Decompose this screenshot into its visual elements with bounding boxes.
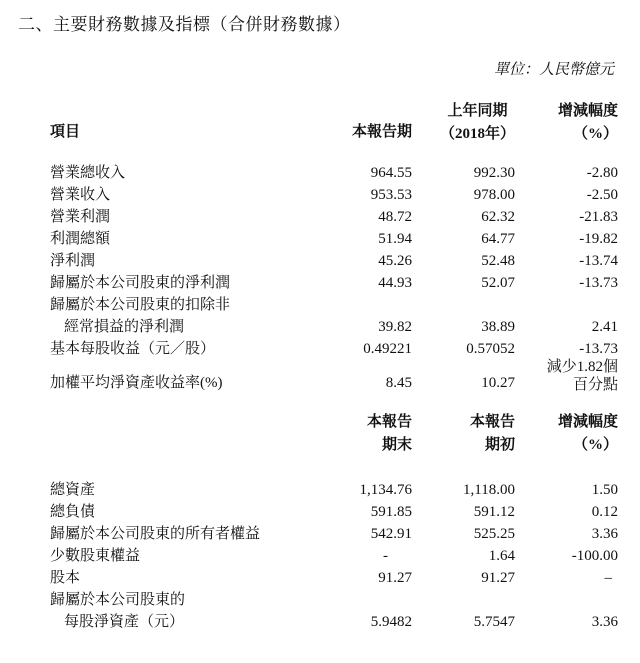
header-current-period: 本報告期 — [351, 124, 412, 140]
row-label: 每股淨資產（元） — [64, 614, 185, 630]
row-label: 總資產 — [50, 482, 96, 498]
row-label: 歸屬於本公司股東的淨利潤 — [50, 275, 231, 291]
row-prior: 52.07 — [481, 275, 515, 291]
table-row — [0, 589, 640, 611]
row-label: 加權平均淨資產收益率(%) — [50, 375, 223, 391]
row-begin: 1.64 — [488, 548, 515, 564]
row-change: -19.82 — [579, 231, 618, 247]
table-row — [0, 206, 640, 228]
table-row — [0, 372, 640, 394]
header-item: 項目 — [50, 124, 81, 140]
table-row — [0, 567, 640, 589]
table-row — [0, 272, 640, 294]
row-current: 51.94 — [378, 231, 412, 247]
row-current: 0.49221 — [363, 341, 412, 357]
header2-change-line2: （%） — [572, 437, 618, 453]
row-current: 45.26 — [378, 253, 412, 269]
header-period-begin — [470, 411, 515, 457]
row-prior: 38.89 — [481, 319, 515, 335]
row-end: 5.9482 — [370, 614, 412, 630]
row-current: 48.72 — [378, 209, 412, 225]
row-change-line2: 百分點 — [572, 377, 618, 393]
row-prior: 52.48 — [481, 253, 515, 269]
header-change-line1: 增減幅度 — [557, 103, 618, 119]
row-label: 總負債 — [50, 504, 96, 520]
table-row — [0, 479, 640, 501]
header-end-line2: 期末 — [381, 437, 412, 453]
row-end: - — [383, 548, 388, 564]
row-change: -2.50 — [586, 187, 618, 203]
row-change: -13.73 — [579, 275, 618, 291]
table-row — [0, 523, 640, 545]
row-end: 1,134.76 — [359, 482, 412, 498]
row-begin: 1,118.00 — [463, 482, 515, 498]
row-begin: 5.7547 — [473, 614, 515, 630]
row-label: 股本 — [50, 570, 81, 586]
row-label: 歸屬於本公司股東的 — [50, 592, 186, 608]
row-change-line1: 減少1.82個 — [546, 359, 618, 375]
unit-note: 單位：人民幣億元 — [493, 62, 614, 78]
header-begin-line2: 期初 — [484, 437, 515, 453]
row-label: 歸屬於本公司股東的所有者權益 — [50, 526, 261, 542]
row-prior: 10.27 — [481, 375, 515, 391]
row-change: -100.00 — [571, 548, 618, 564]
header-change-pct — [558, 100, 618, 146]
header-begin-line1: 本報告 — [469, 414, 515, 430]
table-row — [0, 501, 640, 523]
row-change: -13.73 — [579, 341, 618, 357]
header-prior-line2: （2018年） — [439, 126, 515, 142]
header-prior-line1: 上年同期 — [447, 103, 508, 119]
row-change: 2.41 — [591, 319, 618, 335]
row-prior: 64.77 — [481, 231, 515, 247]
row-label: 少數股東權益 — [50, 548, 141, 564]
row-end: 91.27 — [378, 570, 412, 586]
row-prior: 62.32 — [481, 209, 515, 225]
table-row — [0, 611, 640, 633]
table-row — [0, 162, 640, 184]
row-label: 營業收入 — [50, 187, 111, 203]
row-current: 8.45 — [385, 375, 412, 391]
table-row — [0, 294, 640, 316]
header2-change-line1: 增減幅度 — [557, 414, 618, 430]
row-label: 基本每股收益（元／股） — [50, 341, 216, 357]
row-prior: 0.57052 — [466, 341, 515, 357]
table-row — [0, 184, 640, 206]
header-end-line1: 本報告 — [366, 414, 412, 430]
table-row — [0, 338, 640, 360]
header-prior-period — [440, 100, 515, 146]
row-change: – — [604, 570, 612, 586]
row-label: 利潤總額 — [50, 231, 111, 247]
row-end: 542.91 — [370, 526, 412, 542]
table-row — [0, 250, 640, 272]
row-label: 營業利潤 — [50, 209, 111, 225]
row-current: 39.82 — [378, 319, 412, 335]
table-row — [0, 228, 640, 250]
row-change: 3.36 — [591, 614, 618, 630]
row-change: -2.80 — [586, 165, 618, 181]
header-period-end — [367, 411, 412, 457]
row-change-multiline — [547, 358, 618, 394]
row-change: 1.50 — [591, 482, 618, 498]
row-change: 0.12 — [591, 504, 618, 520]
row-change: 3.36 — [591, 526, 618, 542]
row-begin: 525.25 — [473, 526, 515, 542]
row-prior: 992.30 — [473, 165, 515, 181]
row-current: 964.55 — [370, 165, 412, 181]
header-change-line2: （%） — [572, 126, 618, 142]
table-row — [0, 316, 640, 338]
row-label: 經常損益的淨利潤 — [64, 319, 185, 335]
row-begin: 591.12 — [473, 504, 515, 520]
row-label: 歸屬於本公司股東的扣除非 — [50, 297, 231, 313]
row-change: -21.83 — [579, 209, 618, 225]
row-prior: 978.00 — [473, 187, 515, 203]
row-end: 591.85 — [370, 504, 412, 520]
row-begin: 91.27 — [481, 570, 515, 586]
table-row — [0, 545, 640, 567]
header2-change-pct — [558, 411, 618, 457]
section-title: 二、主要財務數據及指標（合併財務數據） — [18, 15, 351, 34]
row-label: 淨利潤 — [50, 253, 96, 269]
row-current: 953.53 — [370, 187, 412, 203]
row-current: 44.93 — [378, 275, 412, 291]
row-label: 營業總收入 — [50, 165, 126, 181]
row-change: -13.74 — [579, 253, 618, 269]
